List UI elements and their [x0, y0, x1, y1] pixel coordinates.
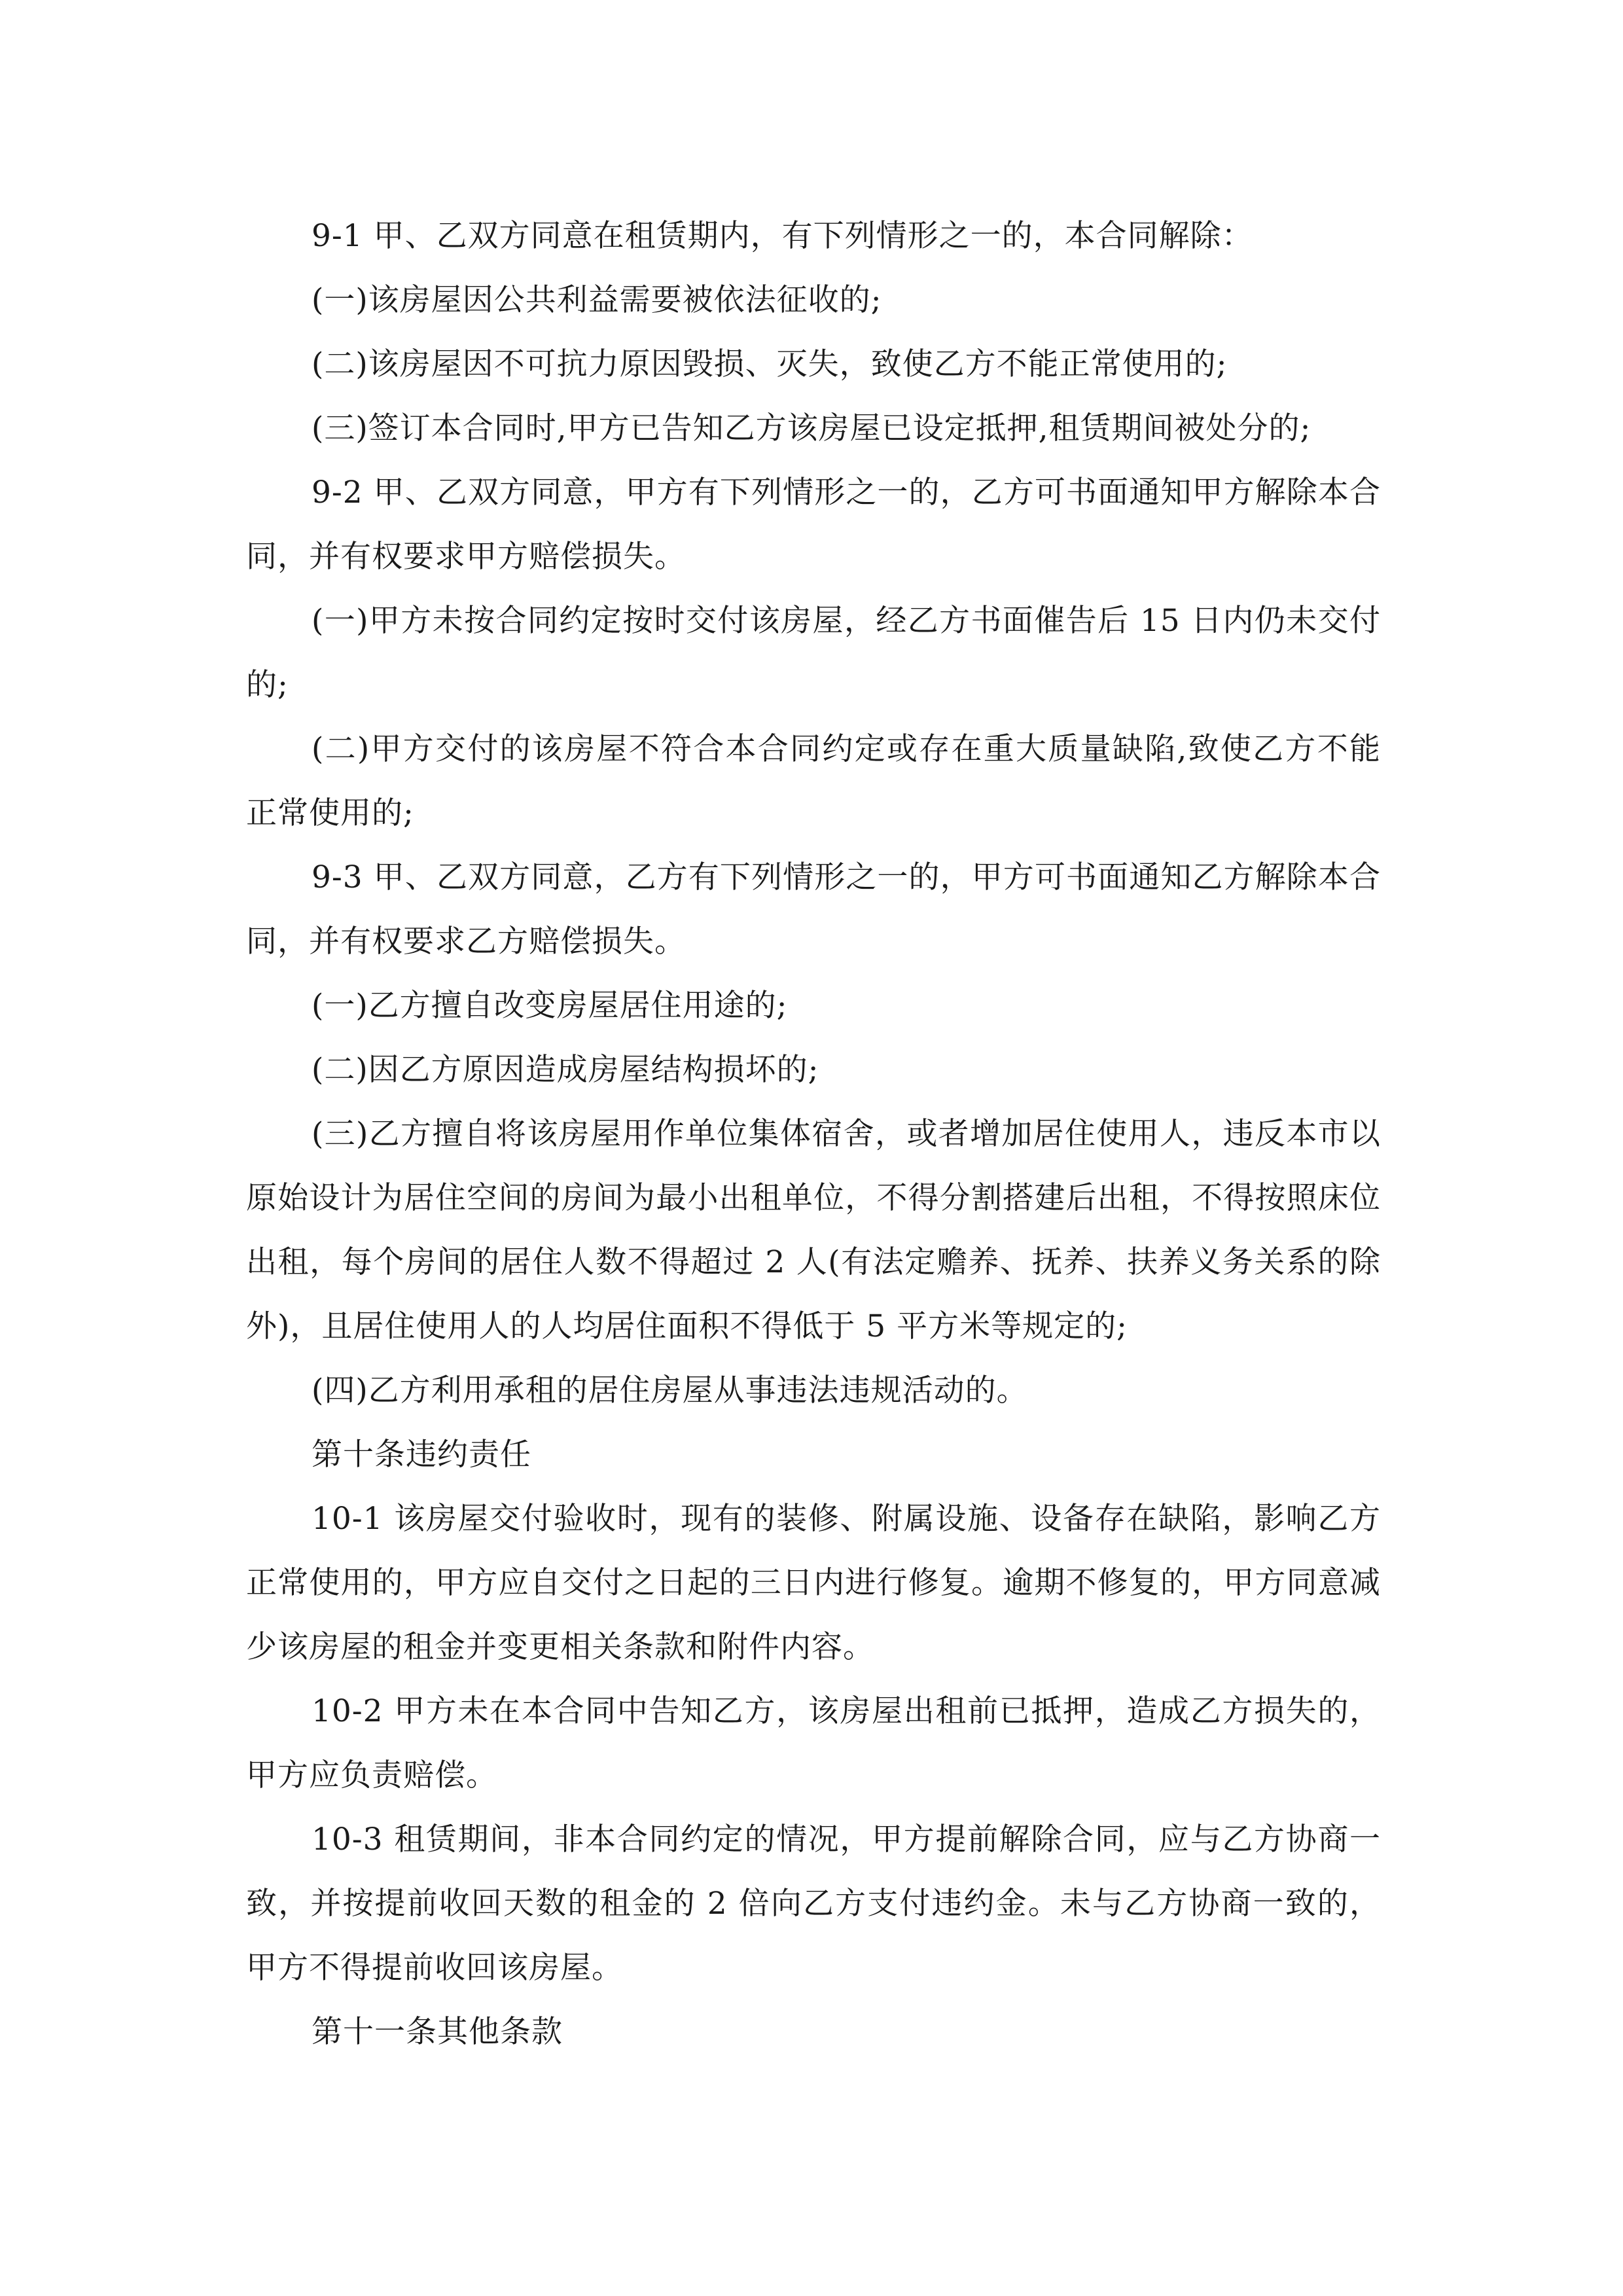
clause-10-3: 10-3 租赁期间，非本合同约定的情况，甲方提前解除合同，应与乙方协商一致，并按提前收回天数的租金的 2 倍向乙方支付违约金。未与乙方协商一致的，甲方不得提前收回该房屋。 [246, 1821, 1381, 1986]
clause-9-1-item-1: (一)该房屋因公共利益需要被依法征收的; [312, 282, 882, 318]
clause-10-1: 10-1 该房屋交付验收时，现有的装修、附属设施、设备存在缺陷，影响乙方正常使用的，甲方应自交付之日起的三日内进行修复。逾期不修复的，甲方同意减少该房屋的租金并变更相关条款和附件内容。 [246, 1501, 1381, 1665]
article-10-heading: 第十条违约责任 [312, 1437, 531, 1473]
clause-9-1: 9-1 甲、乙双方同意在租赁期内，有下列情形之一的，本合同解除： [312, 218, 1253, 254]
clause-9-2-item-1: (一)甲方未按合同约定按时交付该房屋，经乙方书面催告后 15 日内仍未交付的; [246, 603, 1381, 703]
document-body [246, 204, 1381, 2064]
article-11-heading: 第十一条其他条款 [312, 2014, 563, 2050]
clause-9-2-item-2: (二)甲方交付的该房屋不符合本合同约定或存在重大质量缺陷,致使乙方不能正常使用的; [246, 731, 1381, 831]
clause-9-3: 9-3 甲、乙双方同意，乙方有下列情形之一的，甲方可书面通知乙方解除本合同，并有权要求乙方赔偿损失。 [246, 859, 1381, 960]
clause-9-1-item-2: (二)该房屋因不可抗力原因毁损、灭失，致使乙方不能正常使用的; [312, 346, 1228, 382]
clause-9-1-item-3: (三)签订本合同时,甲方已告知乙方该房屋已设定抵押,租赁期间被处分的; [312, 410, 1311, 446]
clause-9-3-item-1: (一)乙方擅自改变房屋居住用途的; [312, 988, 788, 1024]
clause-9-3-item-2: (二)因乙方原因造成房屋结构损坏的; [312, 1052, 819, 1088]
clause-9-3-item-3: (三)乙方擅自将该房屋用作单位集体宿舍，或者增加居住使用人，违反本市以原始设计为居住空间的房间为最小出租单位，不得分割搭建后出租，不得按照床位出租，每个房间的居住人数不得超过 2 人(有法定赡养、抚养、扶养义务关系的除外)，且居住使用人的人均居住面积不得低于 5 平方米等规定的; [246, 1116, 1381, 1344]
clause-9-3-item-4: (四)乙方利用承租的居住房屋从事违法违规活动的。 [312, 1372, 1028, 1408]
clause-9-2: 9-2 甲、乙双方同意，甲方有下列情形之一的，乙方可书面通知甲方解除本合同，并有权要求甲方赔偿损失。 [246, 475, 1381, 575]
clause-10-2: 10-2 甲方未在本合同中告知乙方，该房屋出租前已抵押，造成乙方损失的，甲方应负责赔偿。 [246, 1693, 1381, 1793]
